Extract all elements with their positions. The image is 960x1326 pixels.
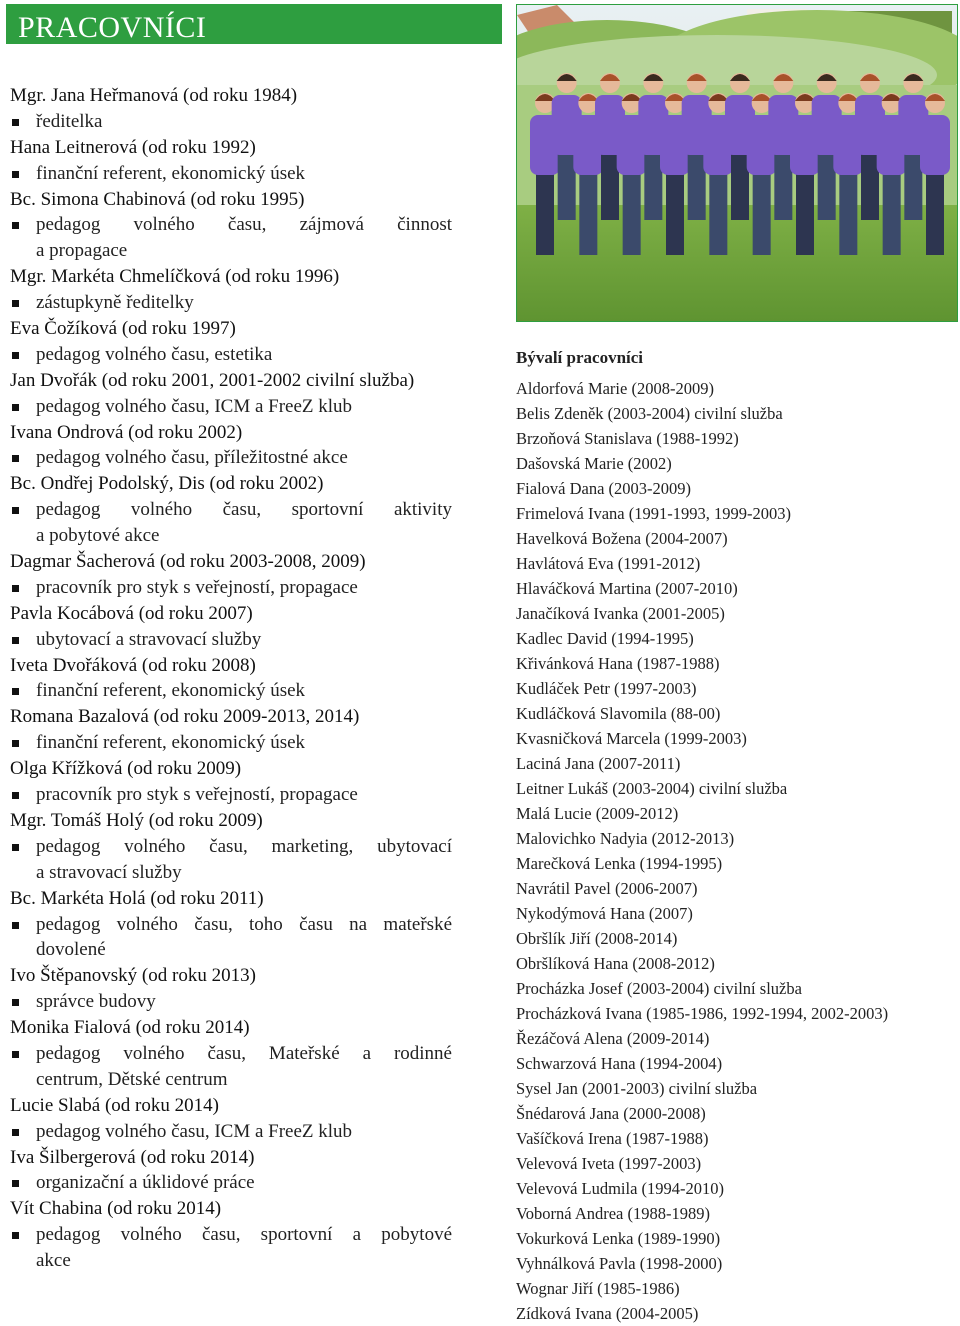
former-staff-item: Řezáčová Alena (2009-2014) (516, 1029, 710, 1048)
staff-name: Jan Dvořák (od roku 2001, 2001-2002 civilní služba) (10, 369, 415, 391)
former-staff-item: Kudláčková Slavomila (88-00) (516, 704, 721, 723)
former-staff-item: Schwarzová Hana (1994-2004) (516, 1054, 723, 1073)
former-staff-item: Křivánková Hana (1987-1988) (516, 654, 720, 673)
former-staff-item: Frimelová Ivana (1991-1993, 1999-2003) (516, 504, 791, 523)
staff-role (10, 860, 452, 886)
staff-role-text: organizační a úklidové práce (36, 1172, 255, 1194)
staff-role (10, 627, 452, 653)
former-staff-item: Zídková Ivana (2004-2005) (516, 1304, 699, 1323)
former-staff-item: Fialová Dana (2003-2009) (516, 479, 692, 498)
former-staff-item: Aldorfová Marie (2008-2009) (516, 379, 714, 398)
former-staff-item: Navrátil Pavel (2006-2007) (516, 879, 698, 898)
former-staff-item: Leitner Lukáš (2003-2004) civilní služba (516, 779, 788, 798)
former-staff-item: Voborná Andrea (1988-1989) (516, 1204, 710, 1223)
staff-role (10, 678, 452, 704)
former-staff-heading: Bývalí pracovníci (516, 348, 644, 367)
staff-role-text: pedagog volného času, marketing, ubytovací (36, 835, 452, 857)
former-staff-item: Belis Zdeněk (2003-2004) civilní služba (516, 404, 783, 423)
staff-role (10, 109, 452, 135)
bullet-icon (12, 585, 19, 592)
staff-role-text: pedagog volného času, ICM a FreeZ klub (36, 1120, 353, 1142)
staff-role (10, 342, 452, 368)
former-staff-item: Procházka Josef (2003-2004) civilní služba (516, 979, 802, 998)
former-staff-list (516, 376, 956, 1326)
staff-name: Eva Čožíková (od roku 1997) (10, 318, 236, 340)
staff-name: Ivo Štěpanovský (od roku 2013) (10, 965, 256, 987)
bullet-icon (12, 455, 19, 462)
staff-name: Bc. Ondřej Podolský, Dis (od roku 2002) (10, 473, 324, 495)
former-staff-item: Kadlec David (1994-1995) (516, 629, 694, 648)
former-staff-item: Procházková Ivana (1985-1986, 1992-1994, 2002-2003) (516, 1004, 889, 1023)
staff-role (10, 394, 452, 420)
staff-role (10, 730, 452, 756)
former-staff-item: Vašíčková Irena (1987-1988) (516, 1129, 709, 1148)
former-staff-item: Wognar Jiří (1985-1986) (516, 1279, 680, 1298)
former-staff-item: Velevová Ludmila (1994-2010) (516, 1179, 725, 1198)
staff-role (10, 161, 452, 187)
former-staff-item: Laciná Jana (2007-2011) (516, 754, 681, 773)
bullet-icon (12, 404, 19, 411)
staff-role (10, 1248, 452, 1274)
staff-role (10, 1119, 452, 1145)
staff-name: Bc. Simona Chabinová (od roku 1995) (10, 188, 305, 210)
staff-role (10, 575, 452, 601)
former-staff-item: Obršlík Jiří (2008-2014) (516, 929, 678, 948)
staff-name: Mgr. Markéta Chmelíčková (od roku 1996) (10, 266, 340, 288)
staff-role-text: pracovník pro styk s veřejností, propagace (36, 576, 358, 598)
page-title: PRACOVNÍCI (18, 11, 207, 44)
bullet-icon (12, 507, 19, 514)
staff-role-text: pedagog volného času, sportovní aktivity (36, 499, 452, 521)
bullet-icon (12, 171, 19, 178)
staff-role (10, 782, 452, 808)
former-staff-item: Vyhnálková Pavla (1998-2000) (516, 1254, 723, 1273)
staff-role (10, 834, 452, 860)
staff-role-text: pedagog volného času, příležitostné akce (36, 447, 348, 469)
former-staff-item: Brzoňová Stanislava (1988-1992) (516, 429, 739, 448)
former-staff-item: Kvasničková Marcela (1999-2003) (516, 729, 747, 748)
bullet-icon (12, 740, 19, 747)
staff-name: Dagmar Šacherová (od roku 2003-2008, 2009) (10, 551, 366, 573)
staff-role-text: pedagog volného času, toho času na mateřské (36, 913, 452, 935)
staff-role (10, 523, 452, 549)
staff-role-text: pedagog volného času, estetika (36, 343, 273, 365)
staff-role (10, 989, 452, 1015)
staff-name: Mgr. Jana Heřmanová (od roku 1984) (10, 85, 298, 106)
staff-name: Romana Bazalová (od roku 2009-2013, 2014) (10, 706, 360, 728)
staff-role (10, 445, 452, 471)
former-staff-item: Šnédarová Jana (2000-2008) (516, 1104, 706, 1123)
bullet-icon (12, 1180, 19, 1187)
bullet-icon (12, 688, 19, 695)
staff-role-text: pedagog volného času, Mateřské a rodinné (36, 1042, 452, 1064)
former-staff-item: Dašovská Marie (2002) (516, 454, 672, 473)
staff-role-text: ředitelka (36, 110, 103, 132)
staff-role (10, 238, 452, 264)
bullet-icon (12, 1051, 19, 1058)
staff-name: Mgr. Tomáš Holý (od roku 2009) (10, 809, 263, 831)
bullet-icon (12, 352, 19, 359)
staff-role-text: pedagog volného času, ICM a FreeZ klub (36, 395, 353, 417)
bullet-icon (12, 119, 19, 126)
team-photo (516, 4, 958, 322)
former-staff-item: Havlátová Eva (1991-2012) (516, 554, 701, 573)
former-staff-item: Obršlíková Hana (2008-2012) (516, 954, 715, 973)
staff-name: Iva Šilbergerová (od roku 2014) (10, 1146, 255, 1168)
staff-role-text: pedagog volného času, sportovní a pobytové (36, 1224, 452, 1246)
staff-role-text: centrum, Dětské centrum (36, 1068, 228, 1090)
former-staff-item: Janačíková Ivanka (2001-2005) (516, 604, 725, 623)
staff-role-text: akce (36, 1250, 71, 1272)
staff-role (10, 497, 452, 523)
staff-role (10, 1067, 452, 1093)
former-staff-item: Vokurková Lenka (1989-1990) (516, 1229, 721, 1248)
staff-name: Ivana Ondrová (od roku 2002) (10, 421, 243, 443)
staff-role-text: finanční referent, ekonomický úsek (36, 680, 306, 702)
former-staff-item: Kudláček Petr (1997-2003) (516, 679, 697, 698)
bullet-icon (12, 792, 19, 799)
staff-role-text: správce budovy (36, 991, 156, 1013)
staff-role (10, 212, 452, 238)
staff-name: Bc. Markéta Holá (od roku 2011) (10, 887, 264, 909)
staff-role-text: a stravovací služby (36, 861, 182, 883)
staff-role (10, 1222, 452, 1248)
page-header-bar (6, 4, 502, 44)
bullet-icon (12, 637, 19, 644)
staff-role-text: a pobytové akce (36, 525, 160, 547)
staff-list (10, 83, 452, 1274)
staff-name: Pavla Kocábová (od roku 2007) (10, 602, 253, 624)
staff-role (10, 290, 452, 316)
bullet-icon (12, 300, 19, 307)
staff-role (10, 912, 452, 938)
staff-role (10, 1041, 452, 1067)
staff-name: Monika Fialová (od roku 2014) (10, 1017, 250, 1039)
staff-role-text: ubytovací a stravovací služby (36, 628, 262, 650)
team-photo-image (517, 5, 957, 321)
staff-role-text: finanční referent, ekonomický úsek (36, 162, 306, 184)
staff-role (10, 1170, 452, 1196)
bullet-icon (12, 1129, 19, 1136)
staff-role-text: finanční referent, ekonomický úsek (36, 732, 306, 754)
former-staff-item: Havelková Božena (2004-2007) (516, 529, 728, 548)
former-staff-item: Velevová Iveta (1997-2003) (516, 1154, 702, 1173)
former-staff-item: Sysel Jan (2001-2003) civilní služba (516, 1079, 758, 1098)
bullet-icon (12, 844, 19, 851)
former-staff-item: Malá Lucie (2009-2012) (516, 804, 679, 823)
bullet-icon (12, 222, 19, 229)
staff-role-text: zástupkyně ředitelky (36, 292, 194, 314)
staff-role-text: pracovník pro styk s veřejností, propagace (36, 784, 358, 806)
former-staff-item: Malovichko Nadyia (2012-2013) (516, 829, 735, 848)
staff-role-text: a propagace (36, 240, 128, 262)
staff-name: Lucie Slabá (od roku 2014) (10, 1094, 219, 1116)
staff-name: Hana Leitnerová (od roku 1992) (10, 136, 256, 158)
staff-name: Olga Křížková (od roku 2009) (10, 758, 242, 780)
staff-role (10, 937, 452, 963)
former-staff-item: Hlaváčková Martina (2007-2010) (516, 579, 738, 598)
staff-name: Vít Chabina (od roku 2014) (10, 1198, 222, 1220)
staff-role-text: dovolené (36, 939, 106, 961)
former-staff-item: Marečková Lenka (1994-1995) (516, 854, 723, 873)
staff-name: Iveta Dvořáková (od roku 2008) (10, 654, 256, 676)
bullet-icon (12, 1232, 19, 1239)
bullet-icon (12, 922, 19, 929)
bullet-icon (12, 999, 19, 1006)
former-staff-item: Nykodýmová Hana (2007) (516, 904, 693, 923)
staff-role-text: pedagog volného času, zájmová činnost (36, 214, 452, 236)
